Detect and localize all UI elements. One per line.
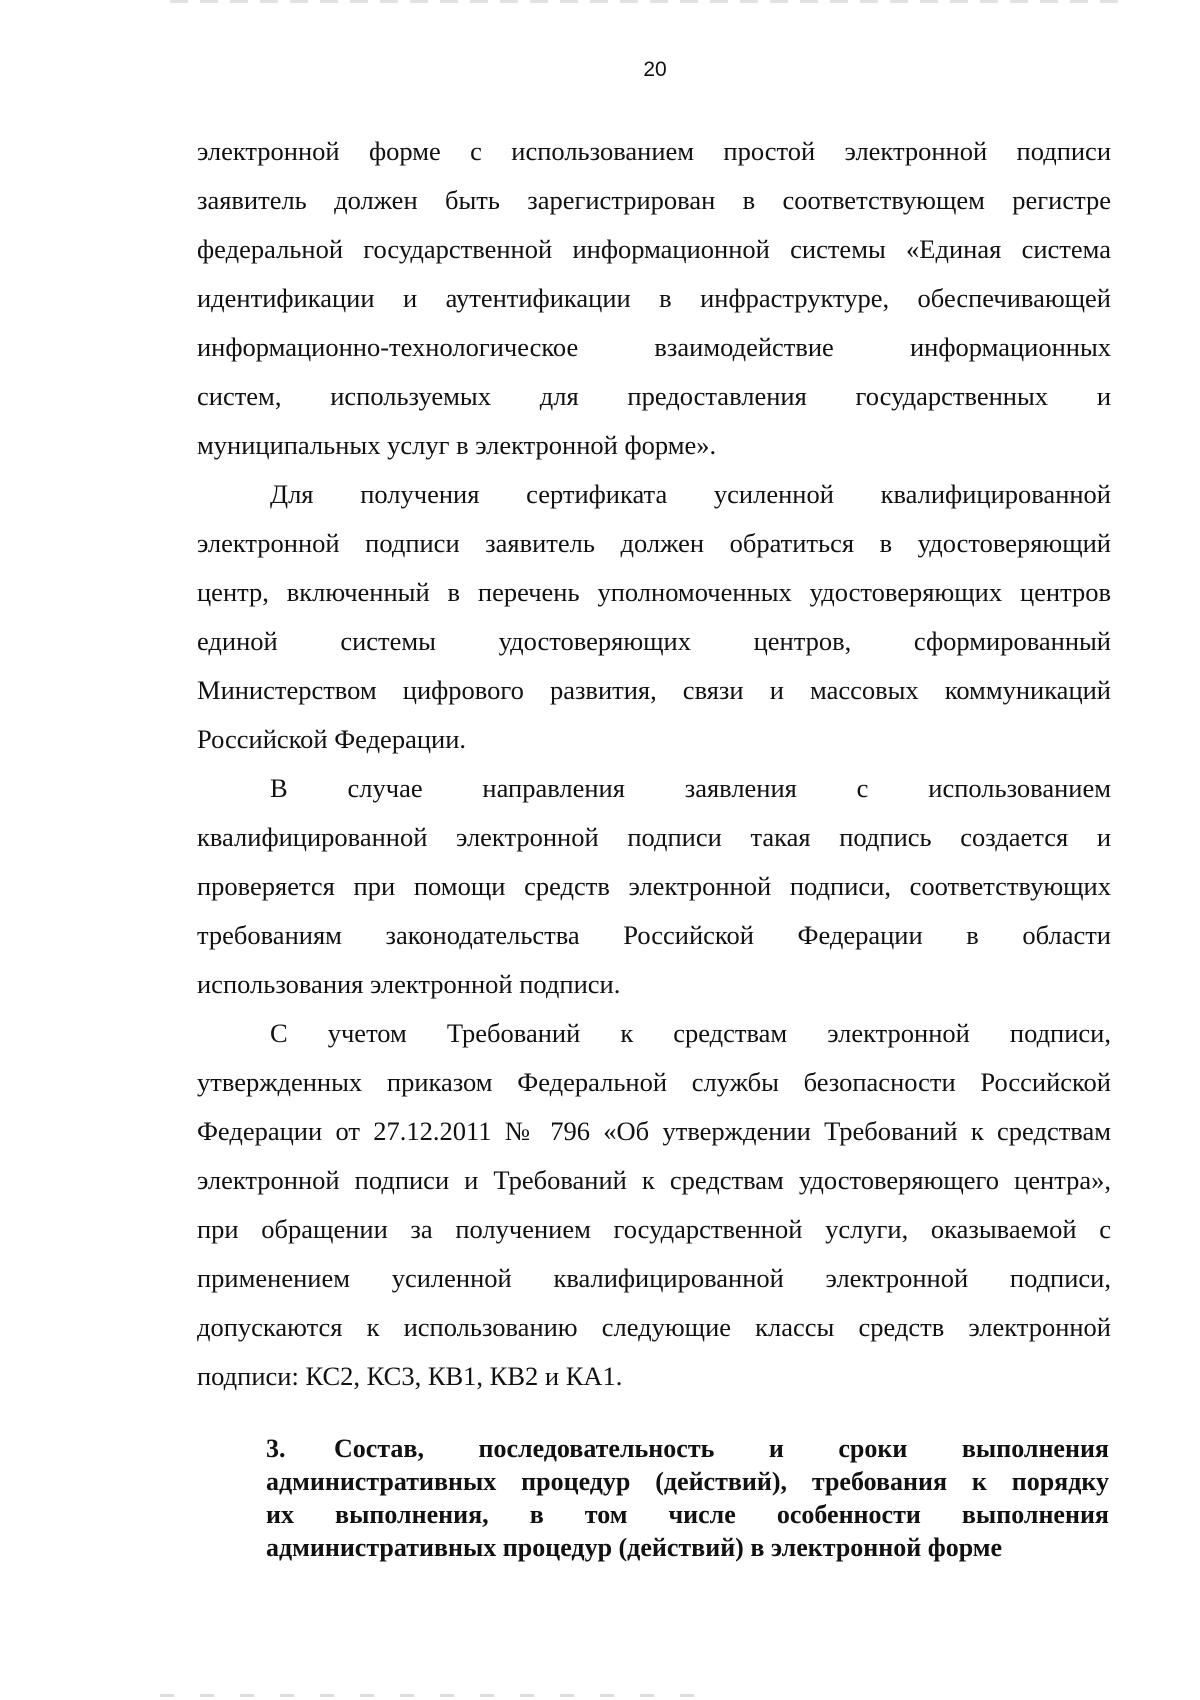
section-number: 3. xyxy=(266,1434,286,1463)
text-line: электронной подписи заявитель должен обратиться в удостоверяющий xyxy=(197,528,1111,558)
paragraph-4 xyxy=(197,1009,1111,1401)
section-heading xyxy=(266,1432,1109,1564)
text-line: подписи: КС2, КС3, КВ1, КВ2 и КА1. xyxy=(197,1361,623,1391)
text-line: требованиям законодательства Российской Федерации в области xyxy=(197,920,1111,950)
text-line: идентификации и аутентификации в инфраструктуре, обеспечивающей xyxy=(197,283,1111,313)
paragraph-1 xyxy=(197,127,1111,470)
text-line: С учетом Требований к средствам электронной подписи, xyxy=(270,1018,1111,1048)
text-line: квалифицированной электронной подписи такая подпись создается и xyxy=(197,822,1111,852)
text-line: допускаются к использованию следующие классы средств электронной xyxy=(197,1312,1111,1342)
paragraph-2 xyxy=(197,470,1111,764)
text-line: Министерством цифрового развития, связи и массовых коммуникаций xyxy=(197,675,1111,705)
paragraph-3 xyxy=(197,764,1111,1009)
heading-line: административных процедур (действий), требования к порядку xyxy=(266,1467,1109,1496)
text-line: применением усиленной квалифицированной электронной подписи, xyxy=(197,1263,1111,1293)
text-line: Российской Федерации. xyxy=(197,724,466,754)
scan-artifact-top xyxy=(170,0,1130,3)
heading-text: Состав, последовательность и сроки выполнения xyxy=(334,1434,1109,1463)
text-line: центр, включенный в перечень уполномоченных удостоверяющих центров xyxy=(197,577,1111,607)
text-line: систем, используемых для предоставления государственных и xyxy=(197,381,1111,411)
heading-line: административных процедур (действий) в электронной форме xyxy=(266,1533,1003,1562)
text-line: В случае направления заявления с использованием xyxy=(270,773,1111,803)
text-line: утвержденных приказом Федеральной службы безопасности Российской xyxy=(197,1067,1111,1097)
page-number: 20 xyxy=(643,58,667,81)
heading-line xyxy=(266,1432,1109,1465)
scan-artifact-bottom xyxy=(160,1694,720,1697)
text-line: информационно-технологическое взаимодействие информационных xyxy=(197,332,1111,362)
text-line: муниципальных услуг в электронной форме». xyxy=(197,430,717,460)
text-line: Для получения сертификата усиленной квалифицированной xyxy=(270,479,1111,509)
text-line: заявитель должен быть зарегистрирован в соответствующем регистре xyxy=(197,185,1111,215)
document-body xyxy=(197,127,1111,1401)
text-line: электронной форме с использованием простой электронной подписи xyxy=(197,136,1111,166)
text-line: электронной подписи и Требований к средствам удостоверяющего центра», xyxy=(197,1165,1111,1195)
text-line: единой системы удостоверяющих центров, сформированный xyxy=(197,626,1111,656)
heading-line: их выполнения, в том числе особенности выполнения xyxy=(266,1500,1109,1529)
text-line: проверяется при помощи средств электронной подписи, соответствующих xyxy=(197,871,1111,901)
text-line: Федерации от 27.12.2011 № 796 «Об утверждении Требований к средствам xyxy=(197,1116,1111,1146)
text-line: федеральной государственной информационной системы «Единая система xyxy=(197,234,1111,264)
text-line: использования электронной подписи. xyxy=(197,969,621,999)
text-line: при обращении за получением государственной услуги, оказываемой с xyxy=(197,1214,1111,1244)
